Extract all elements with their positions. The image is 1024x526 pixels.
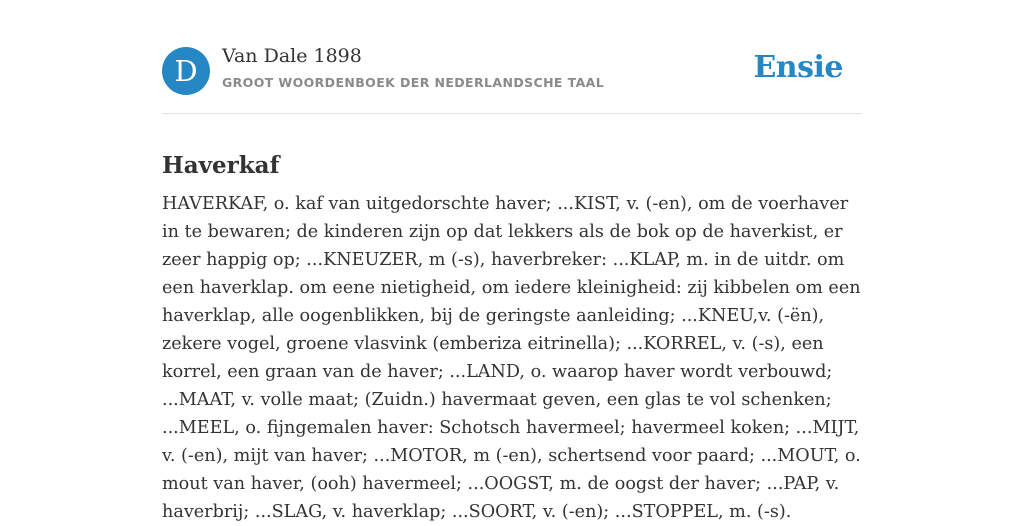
dictionary-subtitle: GROOT WOORDENBOEK DER NEDERLANDSCHE TAAL [222, 75, 605, 90]
dictionary-avatar[interactable]: D [162, 47, 210, 95]
entry-title: Haverkaf [162, 152, 280, 180]
entry-definition: HAVERKAF, o. kaf van uitgedorschte haver; ...KIST, v. (-en), om de voerhaver in te bewaren; de kinderen zijn op dat lekkers als de bok op de haverkist, er zeer happig op; ...KNEUZER, m (-s), haverbreker: ...KLAP, m. in de uitdr. om een haverklap. om eene nietigheid, om iedere kleinigheid: zij kibbelen om een haverklap, alle oogenblikken, bij de geringste aanleiding; ...KNEU,v. (-ën), zekere vogel, groene vlasvink (emberiza eitrinella); ...KORREL, v. (-s), een korrel, een graan van de haver; ...LAND, o. waarop haver wordt verbouwd; ...MAAT, v. volle maat; (Zuidn.) havermaat geven, een glas te vol schenken; ...MEEL, o. fijngemalen haver: Schotsch havermeel; havermeel koken; ...MIJT, v. (-en), mijt van haver; ...MOTOR, m (-en), schertsend voor paard; ...MOUT, o. mout van haver, (ooh) havermeel; ...OOGST, m. de oogst der haver; ...PAP, v. haverbrij; ...SLAG, v. haverklap; ...SOORT, v. (-en); ...STOPPEL, m. (-s). [162, 194, 861, 522]
ensie-logo[interactable]: Ensie [753, 50, 843, 85]
dictionary-title[interactable]: Van Dale 1898 [222, 45, 362, 67]
site-header [162, 0, 862, 114]
page [162, 0, 862, 522]
